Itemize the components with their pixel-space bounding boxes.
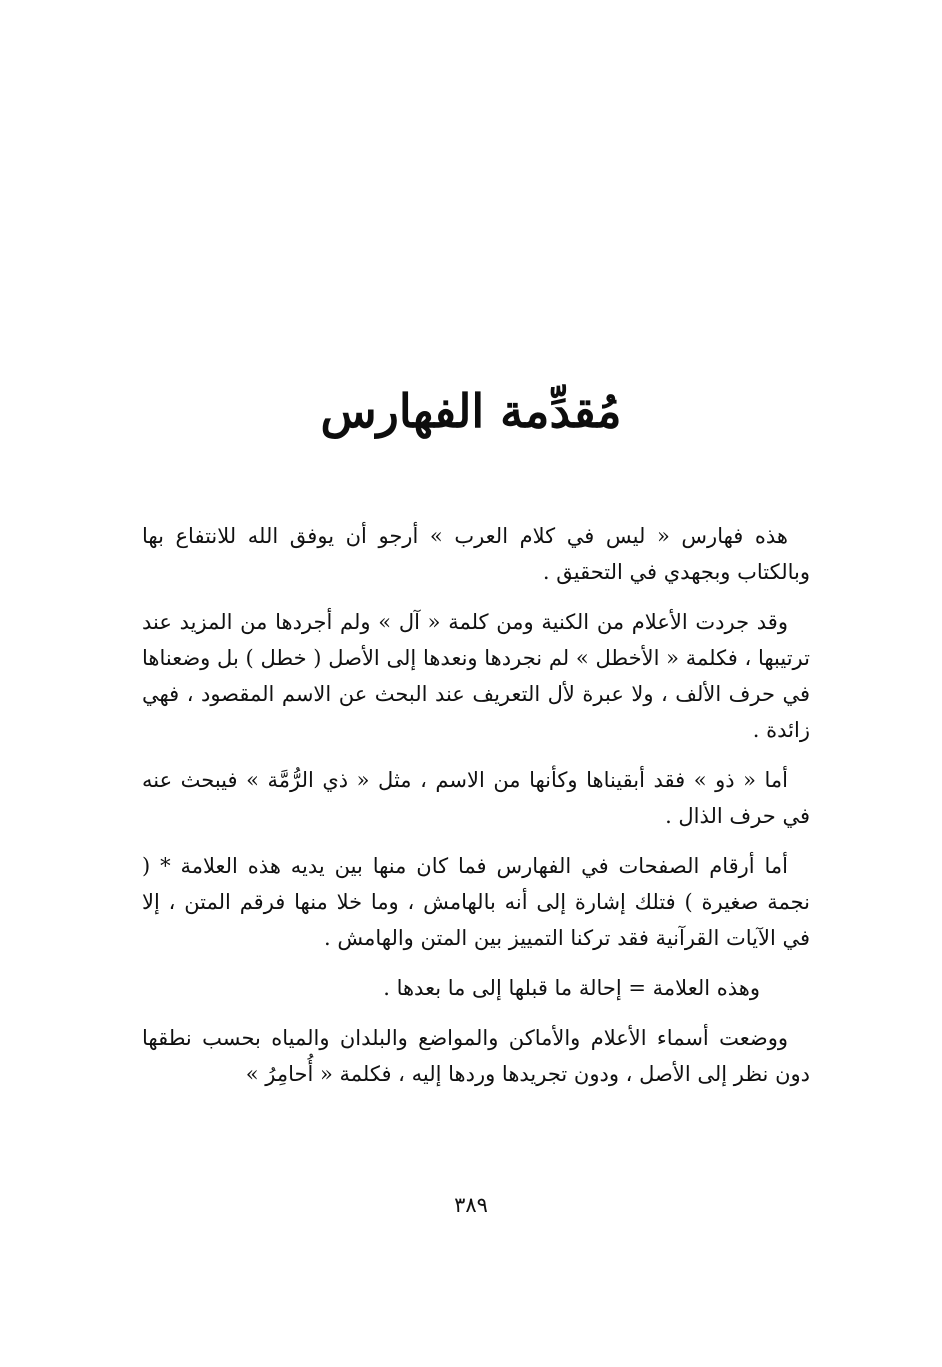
paragraph-places: ووضعت أسماء الأعلام والأماكن والمواضع والبلدان والمياه بحسب نطقها دون نظر إلى الأصل ، ودون تجريدها وردها إليه ، فكلمة « أُحامِرُ »	[142, 1026, 810, 1086]
body-text	[142, 518, 810, 1106]
page-title: مُقدِّمة الفهارس	[320, 383, 622, 438]
page-number: ٣٨٩	[454, 1193, 488, 1217]
paragraph-dhu: أما « ذو » فقد أبقيناها وكأنها من الاسم ، مثل « ذي الرُّمَّة » فيبحث عنه في حرف الذال .	[142, 768, 810, 828]
paragraph-page-numbers: أما أرقام الصفحات في الفهارس فما كان منها بين يديه هذه العلامة * ( نجمة صغيرة ) فتلك إشارة إلى أنه بالهامش ، وما خلا منها فرقم المتن ، إلا في الآيات القرآنية فقد تركنا التمييز بين المتن والهامش .	[142, 854, 810, 950]
paragraph-names: وقد جردت الأعلام من الكنية ومن كلمة « آل » ولم أجردها من المزيد عند ترتيبها ، فكلمة « الأخطل » لم نجردها ونعدها إلى الأصل ( خطل ) بل وضعناها في حرف الألف ، ولا عبرة لأل التعريف عند البحث عن الاسم المقصود ، فهي زائدة .	[142, 610, 810, 742]
paragraph-intro: هذه فهارس « ليس في كلام العرب » أرجو أن يوفق الله للانتفاع بها وبالكتاب وبجهدي في التحقيق .	[142, 524, 810, 584]
paragraph-equals-sign: وهذه العلامة = إحالة ما قبلها إلى ما بعدها .	[383, 976, 760, 1000]
